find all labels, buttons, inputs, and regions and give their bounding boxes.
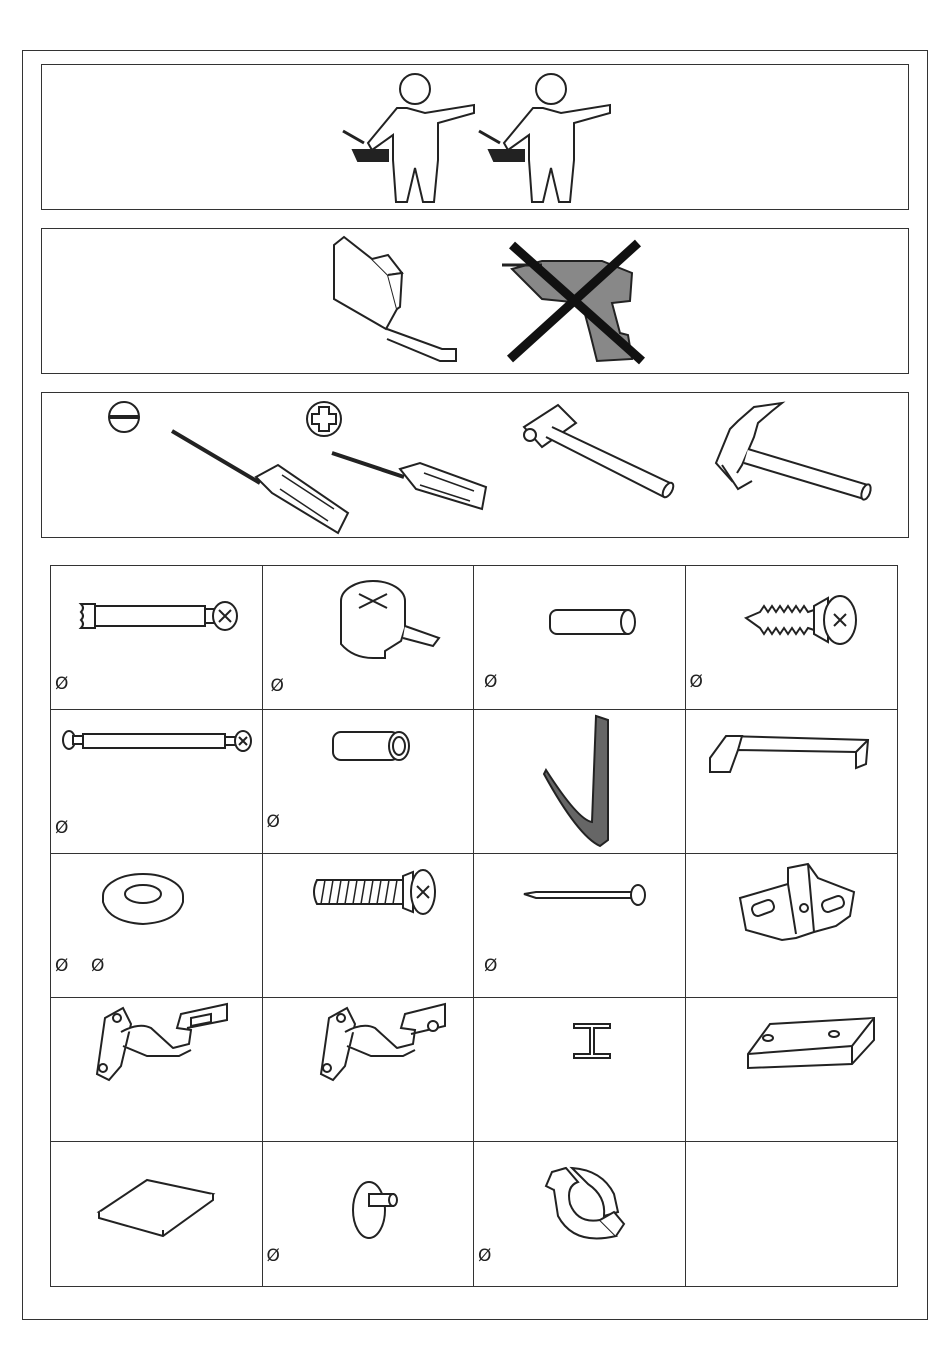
diameter-label: Ø — [55, 674, 69, 694]
claw-hammer-icon — [716, 403, 872, 501]
part-cell — [686, 998, 898, 1142]
part-cell — [51, 998, 263, 1142]
part-cell — [686, 854, 898, 998]
person-holding-screwdriver-icon — [479, 74, 610, 202]
diameter-label: Ø — [689, 672, 703, 692]
long-connector-bolt-icon — [51, 710, 262, 854]
part-cell — [263, 566, 475, 710]
hinge-icon — [263, 998, 474, 1142]
diameter-label: Ø — [484, 672, 498, 692]
part-cell — [474, 854, 686, 998]
barrel-nut-icon — [263, 710, 474, 854]
diameter-label: Ø — [91, 956, 105, 976]
cam-lock-icon — [263, 566, 474, 710]
diameter-label: Ø — [266, 1246, 280, 1266]
felt-pad-icon — [51, 1142, 262, 1286]
part-cell — [474, 710, 686, 854]
diameter-label: Ø — [55, 818, 69, 838]
phillips-screwdriver-icon — [307, 402, 486, 509]
hinge-icon — [51, 998, 262, 1142]
part-cell — [263, 998, 475, 1142]
wood-screw-icon — [686, 566, 897, 710]
wooden-dowel-icon — [474, 566, 685, 710]
person-holding-screwdriver-icon — [343, 74, 474, 202]
part-cell — [263, 854, 475, 998]
machine-bolt-icon — [263, 854, 474, 998]
diameter-label: Ø — [478, 1246, 492, 1266]
bumper-block-icon — [686, 998, 897, 1142]
part-cell — [686, 710, 898, 854]
nail-icon — [474, 854, 685, 998]
washer-icon — [51, 854, 262, 998]
part-cell — [474, 566, 686, 710]
measure-and-no-drill-panel — [41, 228, 909, 374]
part-cell — [474, 1142, 686, 1286]
diameter-label: Ø — [266, 812, 280, 832]
part-cell — [474, 998, 686, 1142]
handle-icon — [686, 710, 897, 854]
diameter-label: Ø — [55, 956, 69, 976]
shelf-support-pin-icon — [263, 1142, 474, 1286]
cam-bolt-icon — [51, 566, 262, 710]
mounting-plate-icon — [686, 854, 897, 998]
diameter-label: Ø — [484, 956, 498, 976]
two-person-assembly-panel — [41, 64, 909, 210]
clip-ring-icon — [474, 1142, 685, 1286]
empty-part-cell — [686, 1142, 898, 1286]
part-cell — [51, 710, 263, 854]
rubber-mallet-icon — [524, 405, 675, 499]
part-cell — [263, 1142, 475, 1286]
l-bracket-icon — [474, 710, 685, 854]
part-cell — [263, 710, 475, 854]
part-cell — [51, 566, 263, 710]
part-cell — [51, 1142, 263, 1286]
diameter-label: Ø — [270, 676, 284, 696]
h-profile-icon — [474, 998, 685, 1142]
tape-measure-icon — [334, 237, 456, 361]
required-tools-panel — [41, 392, 909, 538]
hardware-parts-grid — [50, 565, 898, 1287]
part-cell — [686, 566, 898, 710]
power-drill-crossed-out-icon — [502, 243, 642, 361]
part-cell — [51, 854, 263, 998]
